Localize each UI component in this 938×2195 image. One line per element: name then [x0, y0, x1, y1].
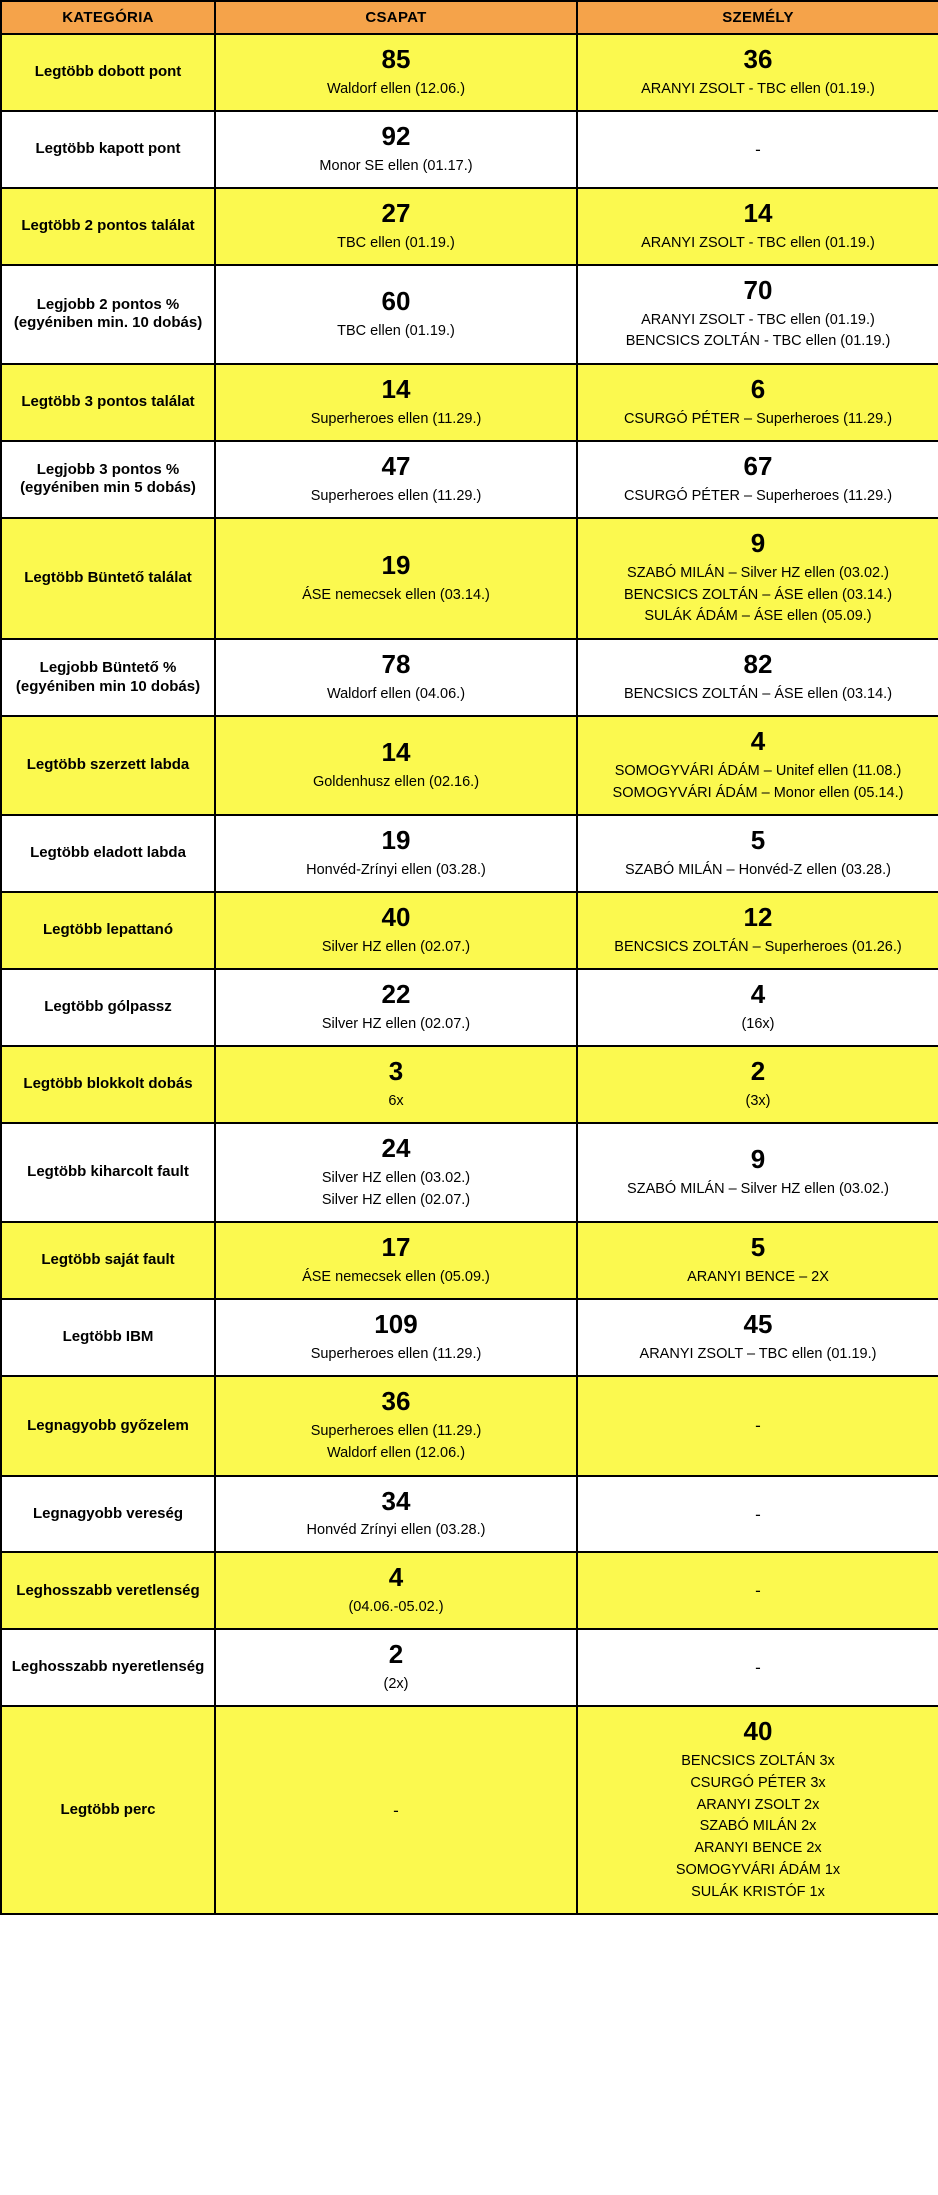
record-team-detail: Monor SE ellen (01.17.)	[319, 157, 473, 174]
record-team-cell	[215, 639, 577, 716]
record-category: Legjobb 2 pontos % (egyéniben min. 10 dobás)	[1, 265, 215, 364]
record-team-cell	[215, 1476, 577, 1553]
table-body	[1, 34, 938, 1914]
record-person-detail: BENCSICS ZOLTÁN 3x CSURGÓ PÉTER 3x ARANYI ZSOLT 2x SZABÓ MILÁN 2x ARANYI BENCE 2x SOMOGYVÁRI ÁDÁM 1x SULÁK KRISTÓF 1x	[675, 1753, 841, 1900]
record-person-detail: ARANYI ZSOLT - TBC ellen (01.19.)	[641, 234, 875, 251]
record-team-value: 14	[381, 374, 411, 405]
record-team-value: 22	[381, 979, 411, 1010]
record-person-value: 5	[750, 1232, 766, 1263]
record-person-cell	[577, 1629, 938, 1706]
record-team-cell	[215, 815, 577, 892]
record-person-value: 4	[750, 979, 766, 1010]
record-person-detail: ARANYI ZSOLT - TBC ellen (01.19.) BENCSICS ZOLTÁN - TBC ellen (01.19.)	[625, 311, 891, 350]
record-person-cell	[577, 969, 938, 1046]
record-person-cell	[577, 1376, 938, 1475]
record-category: Leghosszabb nyeretlenség	[1, 1629, 215, 1706]
record-team-cell	[215, 1376, 577, 1475]
record-team-detail: (04.06.-05.02.)	[348, 1599, 444, 1616]
table-row	[1, 1376, 938, 1475]
record-person-value: -	[755, 1658, 761, 1678]
record-person-value: 2	[750, 1056, 766, 1087]
record-person-cell	[577, 1222, 938, 1299]
table-row	[1, 1629, 938, 1706]
record-team-cell	[215, 1046, 577, 1123]
record-team-detail: TBC ellen (01.19.)	[337, 234, 455, 251]
record-category: Legtöbb 3 pontos találat	[1, 364, 215, 441]
record-team-value: 19	[381, 550, 411, 581]
record-person-cell	[577, 1046, 938, 1123]
record-person-detail: ARANYI BENCE – 2X	[687, 1269, 829, 1286]
record-person-cell	[577, 1123, 938, 1222]
record-team-cell	[215, 265, 577, 364]
table-row	[1, 1476, 938, 1553]
record-team-detail: 6x	[388, 1092, 404, 1109]
record-team-detail: Waldorf ellen (12.06.)	[326, 80, 466, 97]
record-person-detail: CSURGÓ PÉTER – Superheroes (11.29.)	[623, 487, 893, 504]
record-team-value: 19	[381, 825, 411, 856]
record-person-value: 45	[743, 1309, 773, 1340]
record-person-value: 36	[743, 44, 773, 74]
record-category: Leghosszabb veretlenség	[1, 1552, 215, 1629]
record-person-value: -	[755, 139, 761, 159]
record-team-cell	[215, 892, 577, 969]
record-team-detail: Honvéd Zrínyi ellen (03.28.)	[306, 1522, 486, 1539]
record-person-value: 70	[743, 274, 773, 305]
table-row	[1, 265, 938, 364]
record-person-cell	[577, 716, 938, 815]
table-row	[1, 1706, 938, 1914]
record-team-detail: Silver HZ ellen (02.07.)	[321, 939, 471, 956]
record-team-detail: (2x)	[383, 1676, 409, 1693]
table-row	[1, 716, 938, 815]
record-team-value: 109	[374, 1309, 418, 1340]
record-team-detail: Superheroes ellen (11.29.)	[310, 411, 482, 427]
record-team-value: 85	[381, 44, 411, 74]
table-header	[1, 1, 938, 34]
table-row	[1, 892, 938, 969]
record-person-value: -	[755, 1581, 761, 1601]
record-team-cell	[215, 716, 577, 815]
record-team-detail: Superheroes ellen (11.29.)	[310, 1346, 482, 1363]
record-category: Legtöbb perc	[1, 1706, 215, 1914]
table-row	[1, 441, 938, 518]
record-team-value: -	[393, 1800, 399, 1820]
record-team-cell	[215, 1222, 577, 1299]
record-category: Legnagyobb vereség	[1, 1476, 215, 1553]
record-person-detail: SZABÓ MILÁN – Honvéd-Z ellen (03.28.)	[625, 862, 891, 879]
record-category: Legjobb 3 pontos % (egyéniben min 5 dobás)	[1, 441, 215, 518]
record-category: Legtöbb saját fault	[1, 1222, 215, 1299]
record-person-cell	[577, 1552, 938, 1629]
record-person-cell	[577, 1299, 938, 1376]
table-row	[1, 1222, 938, 1299]
record-team-detail: Goldenhusz ellen (02.16.)	[312, 774, 480, 791]
column-header-person: SZEMÉLY	[577, 1, 938, 34]
record-team-value: 27	[381, 197, 411, 228]
record-person-detail: (16x)	[741, 1016, 775, 1033]
table-row	[1, 969, 938, 1046]
record-category: Legtöbb szerzett labda	[1, 716, 215, 815]
record-team-value: 92	[381, 120, 411, 151]
record-person-detail: (3x)	[745, 1092, 771, 1109]
record-person-detail: SZABÓ MILÁN – Silver HZ ellen (03.02.) BENCSICS ZOLTÁN – ÁSE ellen (03.14.) SULÁK ÁDÁM – ÁSE ellen (05.09.)	[623, 564, 893, 625]
record-person-cell	[577, 111, 938, 188]
record-person-value: 4	[750, 725, 766, 756]
record-team-cell	[215, 441, 577, 518]
record-person-detail: SZABÓ MILÁN – Silver HZ ellen (03.02.)	[627, 1181, 889, 1198]
record-team-value: 2	[388, 1639, 404, 1670]
record-person-value: 82	[743, 649, 773, 680]
table-row	[1, 111, 938, 188]
record-person-value: -	[755, 1504, 761, 1524]
record-person-value: 9	[750, 527, 766, 558]
record-team-value: 40	[381, 902, 411, 933]
record-person-value: -	[755, 1416, 761, 1436]
record-category: Legtöbb eladott labda	[1, 815, 215, 892]
record-team-value: 36	[381, 1386, 411, 1417]
table-row	[1, 518, 938, 639]
record-person-value: 67	[743, 451, 773, 482]
record-team-detail: Silver HZ ellen (02.07.)	[321, 1016, 471, 1033]
record-person-detail: SOMOGYVÁRI ÁDÁM – Unitef ellen (11.08.) SOMOGYVÁRI ÁDÁM – Monor ellen (05.14.)	[612, 762, 904, 801]
record-team-value: 3	[388, 1056, 404, 1087]
record-category: Legtöbb 2 pontos találat	[1, 188, 215, 265]
record-team-cell	[215, 1123, 577, 1222]
record-team-detail: Superheroes ellen (11.29.) Waldorf ellen (12.06.)	[310, 1423, 482, 1461]
record-team-cell	[215, 518, 577, 639]
record-person-cell	[577, 1706, 938, 1914]
record-team-value: 60	[381, 285, 411, 316]
record-person-value: 9	[750, 1144, 766, 1175]
record-team-detail: Waldorf ellen (04.06.)	[326, 685, 466, 702]
record-category: Legtöbb lepattanó	[1, 892, 215, 969]
column-header-category: KATEGÓRIA	[1, 1, 215, 34]
record-person-cell	[577, 364, 938, 441]
record-person-cell	[577, 815, 938, 892]
record-person-value: 6	[750, 374, 766, 405]
record-team-detail: ÁSE nemecsek ellen (03.14.)	[302, 586, 490, 603]
table-header-row	[1, 1, 938, 34]
record-person-value: 5	[750, 825, 766, 856]
record-team-cell	[215, 188, 577, 265]
record-team-detail: Silver HZ ellen (03.02.) Silver HZ ellen (02.07.)	[321, 1169, 471, 1208]
record-person-cell	[577, 441, 938, 518]
record-person-detail: BENCSICS ZOLTÁN – Superheroes (01.26.)	[614, 939, 902, 956]
record-person-detail: BENCSICS ZOLTÁN – ÁSE ellen (03.14.)	[623, 685, 893, 702]
record-person-detail: ARANYI ZSOLT – TBC ellen (01.19.)	[639, 1346, 877, 1363]
record-person-value: 40	[743, 1716, 773, 1747]
record-category: Legtöbb Büntető találat	[1, 518, 215, 639]
record-team-cell	[215, 111, 577, 188]
table-row	[1, 1299, 938, 1376]
table-row	[1, 1046, 938, 1123]
column-header-team: CSAPAT	[215, 1, 577, 34]
record-team-detail: TBC ellen (01.19.)	[337, 322, 455, 339]
record-category: Legnagyobb győzelem	[1, 1376, 215, 1475]
table-row	[1, 639, 938, 716]
record-person-cell	[577, 892, 938, 969]
record-team-value: 78	[381, 649, 411, 680]
record-person-cell	[577, 265, 938, 364]
record-category: Legtöbb dobott pont	[1, 34, 215, 111]
record-category: Legtöbb gólpassz	[1, 969, 215, 1046]
record-person-cell	[577, 518, 938, 639]
record-person-detail: ARANYI ZSOLT - TBC ellen (01.19.)	[641, 80, 875, 97]
record-team-value: 47	[381, 451, 411, 482]
record-category: Legtöbb IBM	[1, 1299, 215, 1376]
record-team-value: 14	[381, 737, 411, 768]
table-row	[1, 815, 938, 892]
record-person-cell	[577, 1476, 938, 1553]
table-row	[1, 1123, 938, 1222]
record-team-cell	[215, 34, 577, 111]
record-team-cell	[215, 364, 577, 441]
record-team-detail: ÁSE nemecsek ellen (05.09.)	[302, 1269, 490, 1286]
record-team-value: 17	[381, 1232, 411, 1263]
table-row	[1, 188, 938, 265]
record-person-cell	[577, 188, 938, 265]
table-row	[1, 34, 938, 111]
record-category: Legjobb Büntető % (egyéniben min 10 dobás)	[1, 639, 215, 716]
record-person-value: 14	[743, 197, 773, 228]
record-team-value: 34	[381, 1485, 411, 1516]
record-category: Legtöbb blokkolt dobás	[1, 1046, 215, 1123]
record-team-cell	[215, 969, 577, 1046]
record-team-cell	[215, 1706, 577, 1914]
record-person-cell	[577, 34, 938, 111]
record-person-value: 12	[743, 902, 773, 933]
record-team-value: 4	[388, 1562, 404, 1593]
record-team-value: 24	[381, 1132, 411, 1163]
table-row	[1, 1552, 938, 1629]
record-team-detail: Superheroes ellen (11.29.)	[310, 487, 482, 504]
record-team-cell	[215, 1552, 577, 1629]
record-team-detail: Honvéd-Zrínyi ellen (03.28.)	[306, 862, 486, 879]
record-category: Legtöbb kapott pont	[1, 111, 215, 188]
table-row	[1, 364, 938, 441]
record-category: Legtöbb kiharcolt fault	[1, 1123, 215, 1222]
record-person-detail: CSURGÓ PÉTER – Superheroes (11.29.)	[623, 411, 893, 427]
record-team-cell	[215, 1629, 577, 1706]
record-person-cell	[577, 639, 938, 716]
record-team-cell	[215, 1299, 577, 1376]
